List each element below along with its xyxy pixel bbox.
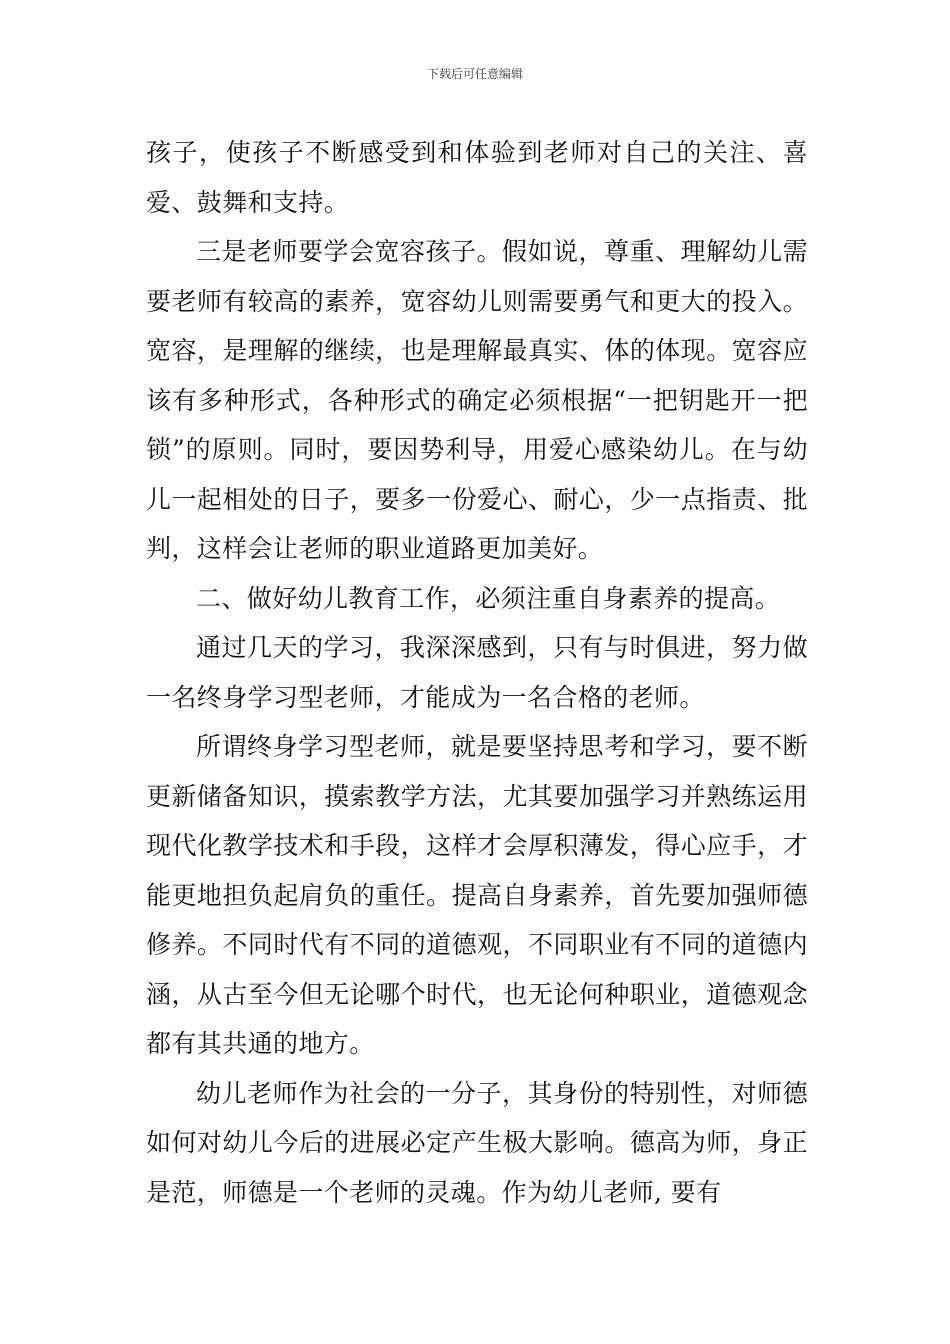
paragraph: 孩子，使孩子不断感受到和体验到老师对自己的关注、喜爱、鼓舞和支持。 <box>146 138 808 217</box>
paragraph: 三是老师要学会宽容孩子。假如说，尊重、理解幼儿需要老师有较高的素养，宽容幼儿则需要勇气和更大的投入。宽容，是理解的继续，也是理解最真实、体的体现。宽容应该有多种形式，各种形式的确定必须根据“一把钥匙开一把锁”的原则。同时，要因势利导，用爱心感染幼儿。在与幼儿一起相处的日子，要多一份爱心、耐心，少一点指责、批判，这样会让老师的职业道路更加美好。 <box>146 237 808 563</box>
page-header: 下载后可任意编辑 <box>426 67 523 81</box>
paragraph: 二、做好幼儿教育工作，必须注重自身素养的提高。 <box>196 583 781 613</box>
paragraph: 幼儿老师作为社会的一分子，其身份的特别性，对师德如何对幼儿今后的进展必定产生极大影响。德高为师，身正是范，师德是一个老师的灵魂。作为幼儿老师, 要有 <box>146 1078 808 1207</box>
paragraph: 通过几天的学习，我深深感到，只有与时俱进，努力做一名终身学习型老师，才能成为一名合格的老师。 <box>146 633 808 712</box>
document-body <box>146 128 808 1217</box>
paragraph: 所谓终身学习型老师，就是要坚持思考和学习，要不断更新储备知识，摸索教学方法，尤其要加强学习并熟练运用现代化教学技术和手段，这样才会厚积薄发，得心应手，才能更地担负起肩负的重任。提高自身素养，首先要加强师德修养。不同时代有不同的道德观，不同职业有不同的道德内涵，从古至今但无论哪个时代，也无论何种职业，道德观念都有其共通的地方。 <box>146 732 808 1058</box>
